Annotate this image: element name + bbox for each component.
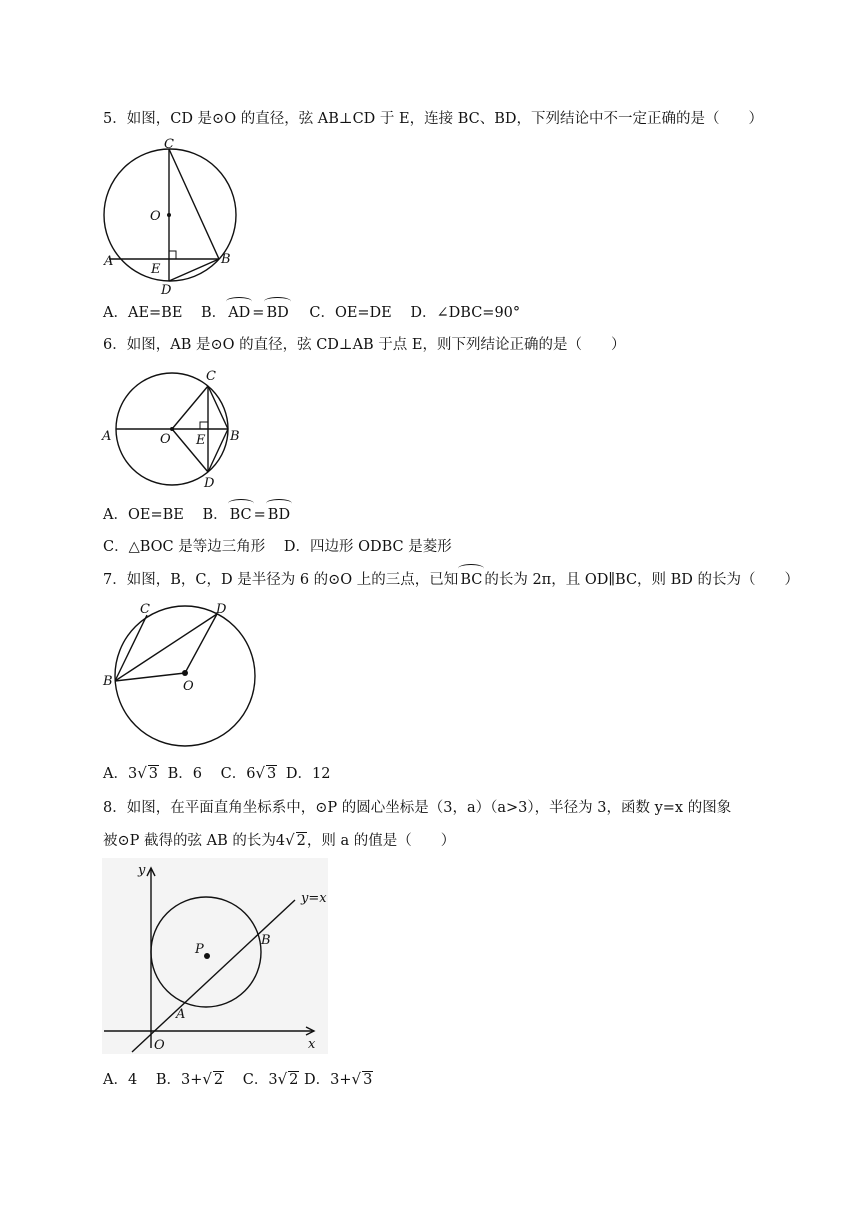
- q8-label-x: x: [308, 1037, 316, 1052]
- q7-label-d: D: [216, 602, 227, 617]
- q5-option-b-prefix: B．: [201, 305, 227, 321]
- q5-options: [103, 303, 520, 323]
- q5-option-b-eq: =: [252, 305, 265, 321]
- q6-option-a: A．OE=BE: [103, 507, 184, 523]
- q7-option-c-radicand: 3: [267, 766, 277, 782]
- q7-option-a-radicand: 3: [148, 766, 158, 782]
- q8-label-y: y: [138, 863, 146, 878]
- q6-arc-bd: BD: [266, 505, 292, 525]
- q7-option-d: D．12: [285, 766, 331, 782]
- q6-arc-bc: BC: [228, 505, 254, 525]
- q5-label-a: A: [104, 254, 114, 269]
- q8-label-a: A: [176, 1007, 186, 1022]
- q6-option-b-prefix: B．: [202, 507, 228, 523]
- q8-stem-after: ，则 a 的值是（ ）: [306, 833, 456, 849]
- q7-option-b: B．6: [167, 766, 202, 782]
- q5-option-a: A．AE=BE: [103, 305, 183, 321]
- q7-option-c: C．6: [220, 766, 256, 782]
- q8-label-b: B: [261, 933, 271, 948]
- q5-label-b: B: [221, 252, 231, 267]
- q5-label-d: D: [161, 283, 172, 298]
- q6-option-c: C．△BOC 是等边三角形: [103, 539, 266, 555]
- q8-option-b-radicand: 2: [213, 1072, 224, 1088]
- q7-label-c: C: [140, 602, 150, 617]
- q5-figure: [100, 137, 240, 300]
- q6-options-row1: [103, 505, 292, 525]
- q6-label-c: C: [206, 369, 216, 384]
- q5-option-c: C．OE=DE: [309, 305, 392, 321]
- q6-options-row2: [103, 537, 452, 557]
- q6-option-b-eq: =: [253, 507, 266, 523]
- q7-stem-before: 7．如图，B，C，D 是半径为 6 的⊙O 上的三点，已知: [103, 572, 459, 588]
- q8-options: A．4 B．3+√ 2 C．3√ 2 D．3+√ 3: [103, 1070, 373, 1088]
- q6-option-d: D．四边形 ODBC 是菱形: [283, 539, 452, 555]
- q8-stem-line1: 8．如图，在平面直角坐标系中，⊙P 的圆心坐标是（3，a）（a>3），半径为 3，函数 y=x 的图象: [103, 800, 732, 816]
- q7-option-a: A．3: [103, 766, 138, 782]
- q8-stem-line2: 被⊙P 截得的弦 AB 的长为4√ 2，则 a 的值是（ ）: [103, 831, 456, 849]
- q6-figure: [100, 365, 260, 495]
- q8-option-c-coef: 3: [268, 1072, 278, 1088]
- q5-label-c: C: [164, 137, 174, 152]
- q8-option-c-prefix: C．: [242, 1072, 269, 1088]
- q7-figure: [100, 598, 270, 758]
- q5-option-d: D．∠DBC=90°: [410, 305, 521, 321]
- q8-label-p: P: [195, 942, 204, 957]
- q8-stem-radicand: 2: [296, 833, 306, 849]
- q8-option-c-radicand: 2: [289, 1072, 299, 1088]
- q7-stem-after: 的长为 2π，且 OD∥BC，则 BD 的长为（ ）: [484, 572, 800, 588]
- q7-label-b: B: [103, 674, 113, 689]
- q8-option-d-prefix: D．: [304, 1072, 331, 1088]
- q6-stem: 6．如图，AB 是⊙O 的直径，弦 CD⊥AB 于点 E，则下列结论正确的是（ ）: [103, 337, 626, 353]
- q7-options: A．3√ 3 B．6 C．6√ 3 D．12: [103, 764, 331, 782]
- q8-label-o: O: [154, 1038, 165, 1053]
- q8-option-d-int: 3+: [330, 1072, 352, 1088]
- q8-option-b-int: 3+: [180, 1072, 203, 1088]
- q6-label-a: A: [102, 429, 112, 444]
- q8-stem-coef: 4: [275, 833, 286, 849]
- q5-stem: 5．如图，CD 是⊙O 的直径，弦 AB⊥CD 于 E，连接 BC、BD，下列结论中不一定正确的是（ ）: [103, 111, 764, 127]
- q8-option-a: A．4: [103, 1072, 138, 1088]
- q6-label-d: D: [204, 476, 215, 491]
- q7-stem: [103, 570, 799, 590]
- q5-arc-ad: AD: [226, 303, 252, 323]
- q5-label-o: O: [150, 209, 161, 224]
- q8-option-d-radicand: 3: [363, 1072, 373, 1088]
- q7-label-o: O: [183, 679, 194, 694]
- q6-label-b: B: [230, 429, 240, 444]
- q6-label-o: O: [160, 432, 171, 447]
- q8-stem-before: 被⊙P 截得的弦 AB 的长为: [103, 833, 276, 849]
- q6-label-e: E: [196, 433, 206, 448]
- q8-label-line: y=x: [301, 891, 327, 906]
- q7-arc-bc: BC: [458, 570, 484, 590]
- q8-figure: [102, 858, 332, 1058]
- q8-option-b-prefix: B．: [155, 1072, 181, 1088]
- q5-label-e: E: [151, 262, 161, 277]
- q5-arc-bd: BD: [264, 303, 290, 323]
